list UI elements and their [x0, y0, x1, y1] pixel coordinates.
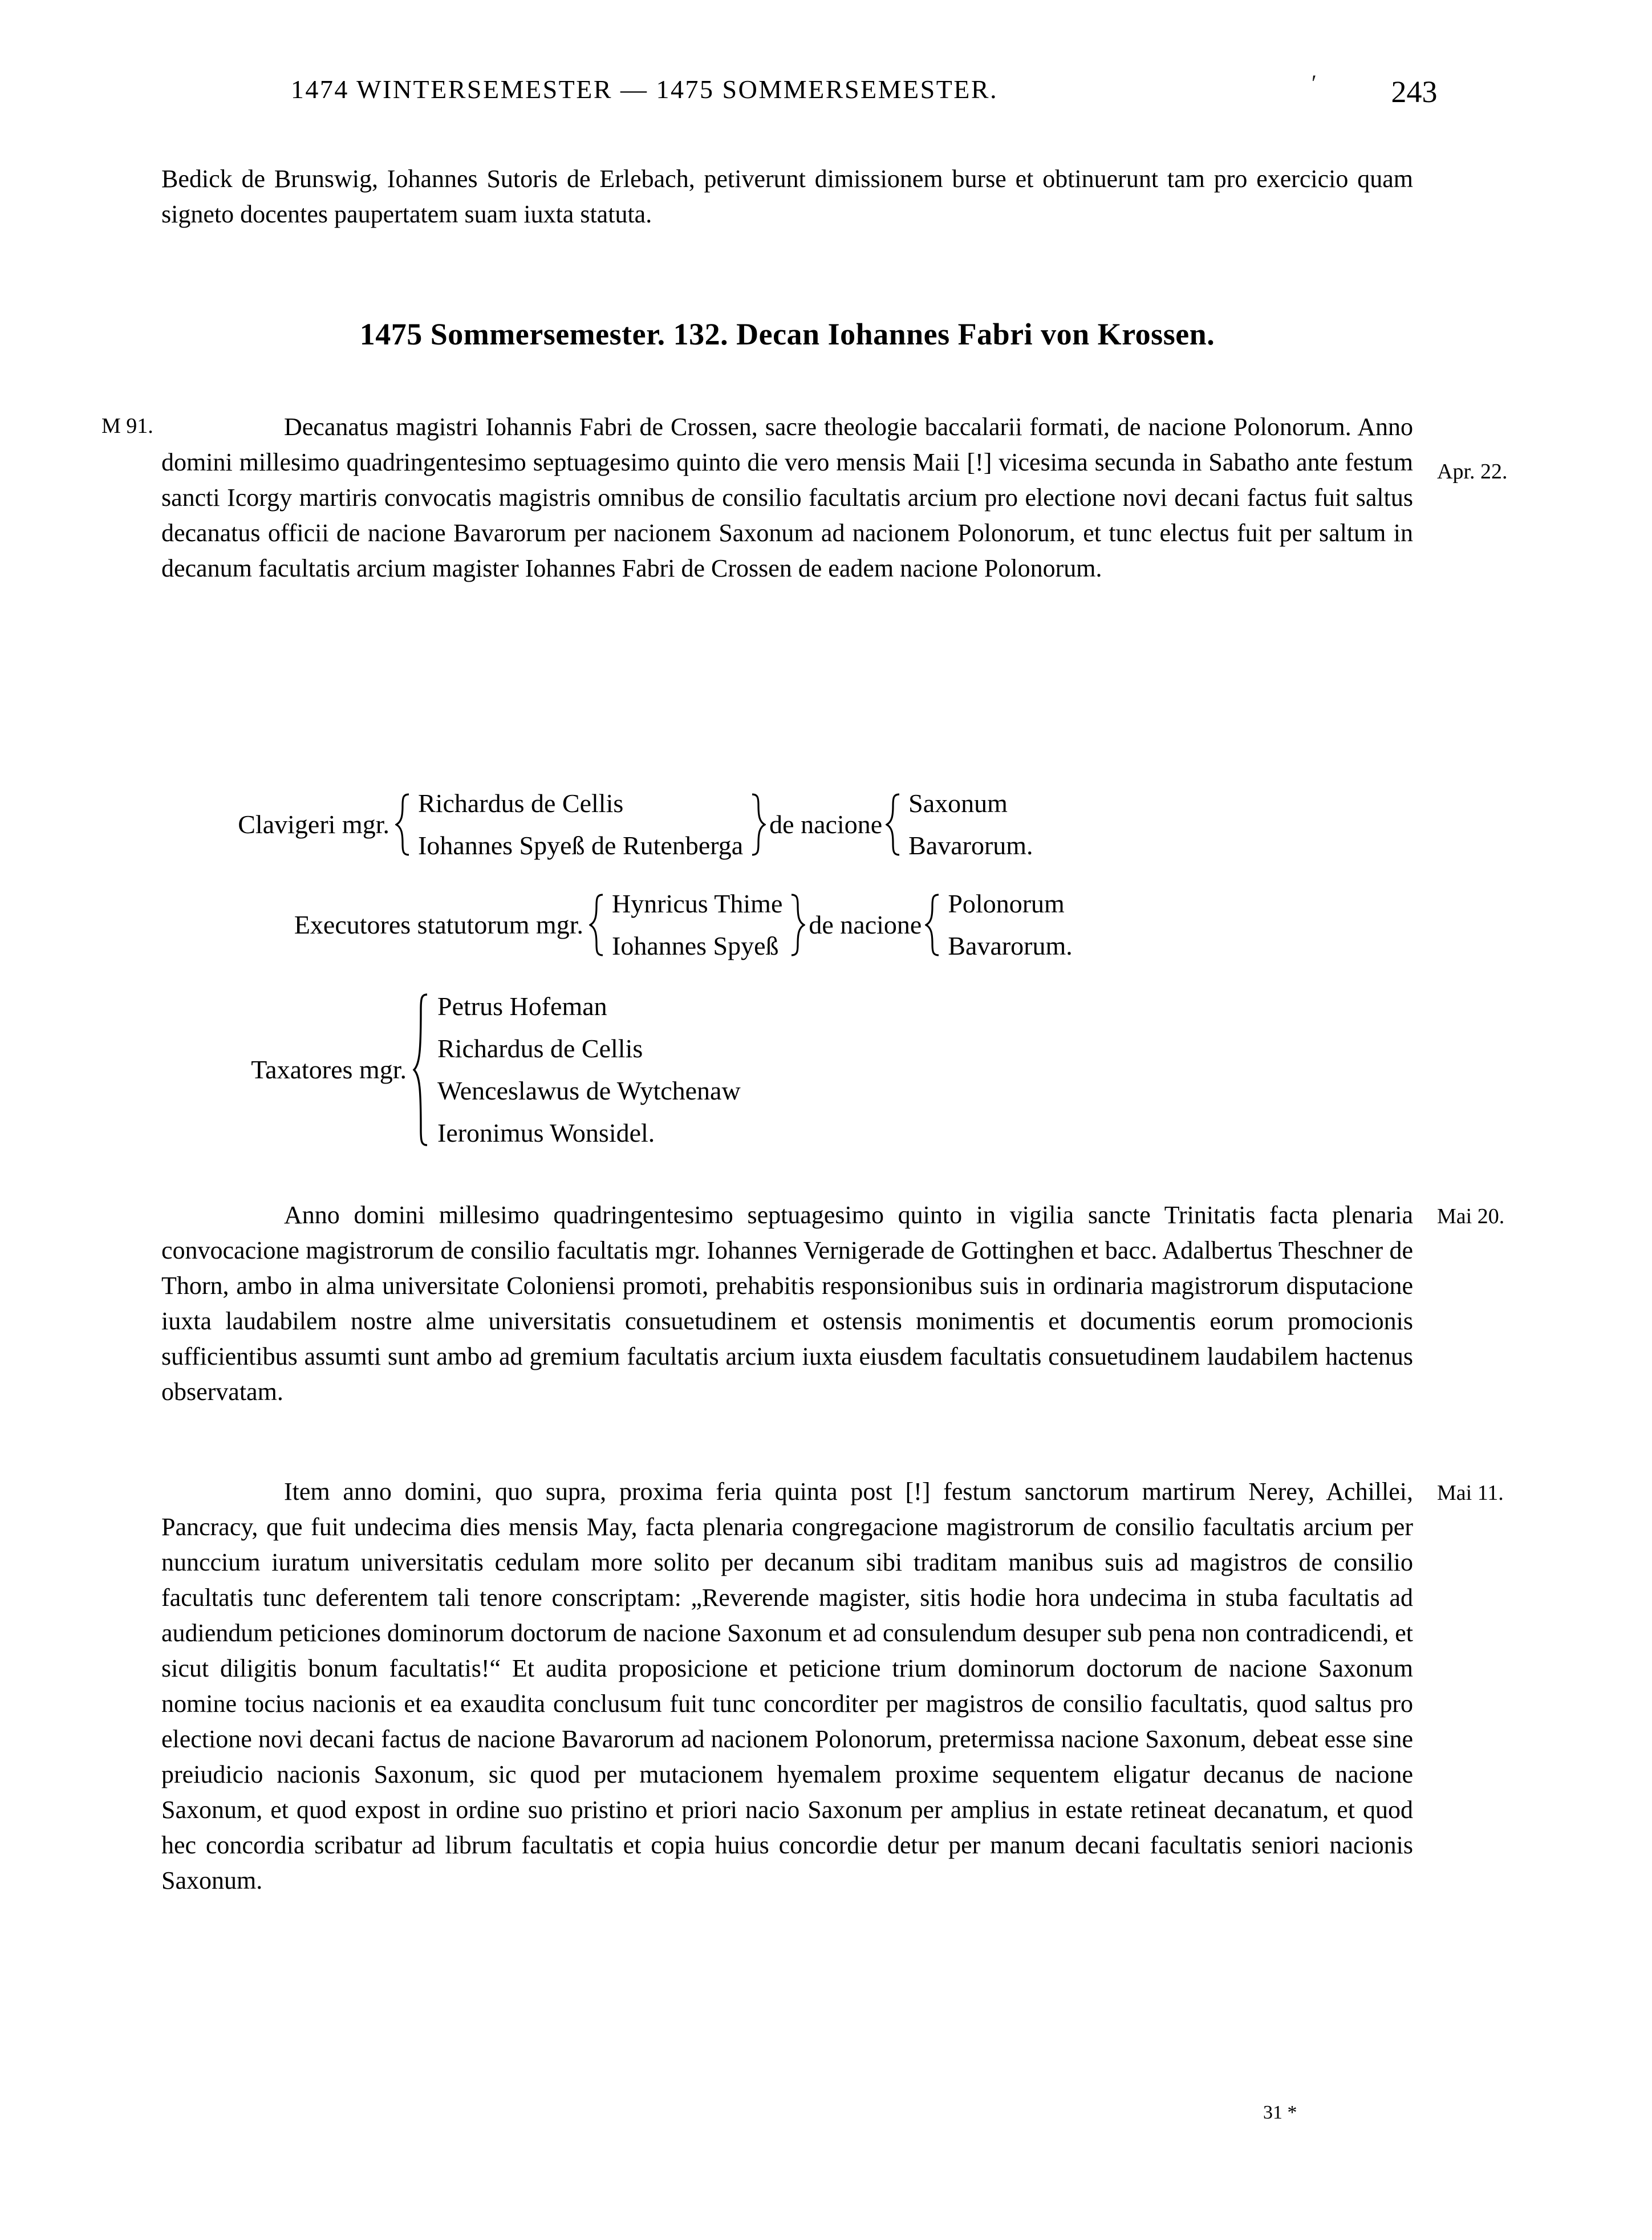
officer-list-label: Clavigeri mgr.: [238, 810, 389, 839]
officer-names-group: [410, 782, 751, 867]
right-brace-icon: [790, 894, 805, 956]
officer-name: Hynricus Thime: [612, 889, 783, 918]
page-number: 243: [1391, 75, 1438, 109]
paragraph-item-anno: Item anno domini, quo supra, proxima feria quinta post [!] festum sanctorum martirum Nerey, Achillei, Pancracy, que fuit undecima dies mensis May, facta plenaria congregacione magistrorum de consilio facultatis arcium per nunccium iuratum universitatis cedulam more solito per decanum sibi traditam manibus suis ad magistros de consilio facultatis tunc deferentem tali tenore conscriptam: „Reverende magister, sitis hodie hora undecima in stuba facultatis ad audiendum peticiones dominorum doctorum de nacione Saxonum et ad consulendum desuper sub pena non contradicendi, et sicut diligitis bonum facultatis!“ Et audita proposicione et peticione trium dominorum doctorum de nacione Saxonum nomine tocius nacionis et ea exaudita conclusum fuit tunc concorditer per magistros de consilio facultatis, quod saltus pro electione novi decani factus de nacione Bavarorum ad nacionem Polonorum, pretermissa nacione Saxonum, debeat esse sine preiudicio nacionis Saxonum, sic quod per mutacionem hyemalem proxime sequentem eligatur decanus de nacione Saxonum, et quod expost in ordine suo pristino et priori nacio Saxonum per amplius in estate retineat decanatum, et quod hec concordia scribatur ad librum facultatis et copia huius concordie detur per manum decani facultatis seniori nacionis Saxonum.: [161, 1478, 1413, 1894]
officer-name: Iohannes Spyeß de Rutenberga: [418, 831, 744, 860]
officer-name: Petrus Hofeman: [437, 992, 607, 1021]
signature-mark: 31 *: [1263, 2102, 1297, 2123]
stray-mark-icon: ′: [1312, 70, 1317, 96]
officer-name: Richardus de Cellis: [437, 1034, 643, 1063]
officer-list-label: Taxatores mgr.: [251, 1055, 407, 1084]
officer-nation: Polonorum: [948, 889, 1065, 918]
paragraph-anno-domini-block: [161, 1198, 1413, 1410]
officer-names-group: [604, 883, 790, 967]
officer-nations-group: [900, 782, 1041, 867]
officer-list-label: Executores statutorum mgr.: [294, 910, 583, 939]
left-brace-icon: [395, 793, 410, 856]
officer-list-executores: [161, 883, 1413, 967]
left-brace-icon: [589, 894, 604, 956]
left-brace-icon: [886, 793, 900, 856]
left-brace-icon: [412, 993, 429, 1147]
margin-note-manuscript-ref: M 91.: [102, 414, 153, 438]
paragraph-decanatus-block: [161, 409, 1413, 586]
right-brace-icon: [751, 793, 766, 856]
officer-name: Wenceslawus de Wytchenaw: [437, 1076, 741, 1105]
paragraph-continuation-block: [161, 161, 1413, 232]
running-head-title: 1474 WINTERSEMESTER — 1475 SOMMERSEMESTER.: [290, 75, 998, 104]
margin-note-date-mai-20: Mai 20.: [1437, 1204, 1505, 1228]
paragraph-decanatus: Decanatus magistri Iohannis Fabri de Crossen, sacre theologie baccalarii formati, de nacione Polonorum. Anno domini millesimo quadringentesimo septuagesimo quinto die vero mensis Maii [!] vicesima secunda in Sabatho ante festum sancti Icorgy martiris convocatis magistris omnibus de consilio facultatis arcium pro electione novi decani factus fuit saltus decanatus officii de nacione Bavarorum per nacionem Saxonum ad nacionem Polonorum, et tunc electus fuit per saltum in decanum facultatis arcium magister Iohannes Fabri de Crossen de eadem nacione Polonorum.: [161, 413, 1413, 582]
officer-name: Iohannes Spyeß: [612, 931, 779, 960]
officer-nation: Bavarorum.: [908, 831, 1033, 860]
officer-connector: de nacione: [809, 910, 922, 939]
officer-list-taxatores: [161, 985, 1413, 1154]
officer-name: Ieronimus Wonsidel.: [437, 1118, 655, 1147]
officer-list-clavigeri: [161, 782, 1413, 867]
margin-note-date-mai-11: Mai 11.: [1437, 1481, 1504, 1505]
officer-name: Richardus de Cellis: [418, 789, 624, 818]
running-head: [0, 70, 1652, 114]
officer-names-group: [429, 985, 749, 1154]
left-brace-icon: [925, 894, 940, 956]
officer-nation: Saxonum: [908, 789, 1008, 818]
paragraph-anno-domini: Anno domini millesimo quadringentesimo septuagesimo quinto in vigilia sancte Trinitatis facta plenaria convocacione magistrorum de consilio facultatis mgr. Iohannes Vernigerade de Gottinghen et bacc. Adalbertus Theschner de Thorn, ambo in alma universitate Coloniensi promoti, prehabitis responsionibus suis in ordinaria magistrorum disputacione iuxta laudabilem nostre alme universitatis consuetudinem et ostensis monimentis et documentis eorum promocionis sufficientibus assumti sunt ambo ad gremium facultatis arcium iuxta eiusdem facultatis consuetudinem laudabilem hactenus observatam.: [161, 1201, 1413, 1406]
paragraph-continuation: Bedick de Brunswig, Iohannes Sutoris de Erlebach, petiverunt dimissionem burse et obtinuerunt tam pro exercicio quam signeto docentes paupertatem suam iuxta statuta.: [161, 165, 1413, 228]
paragraph-item-anno-block: [161, 1474, 1413, 1898]
section-heading: 1475 Sommersemester. 132. Decan Iohannes Fabri von Krossen.: [359, 317, 1215, 351]
officer-nations-group: [940, 883, 1080, 967]
margin-note-date-apr-22: Apr. 22.: [1437, 460, 1508, 484]
officer-connector: de nacione: [769, 810, 883, 839]
officer-nation: Bavarorum.: [948, 931, 1073, 960]
